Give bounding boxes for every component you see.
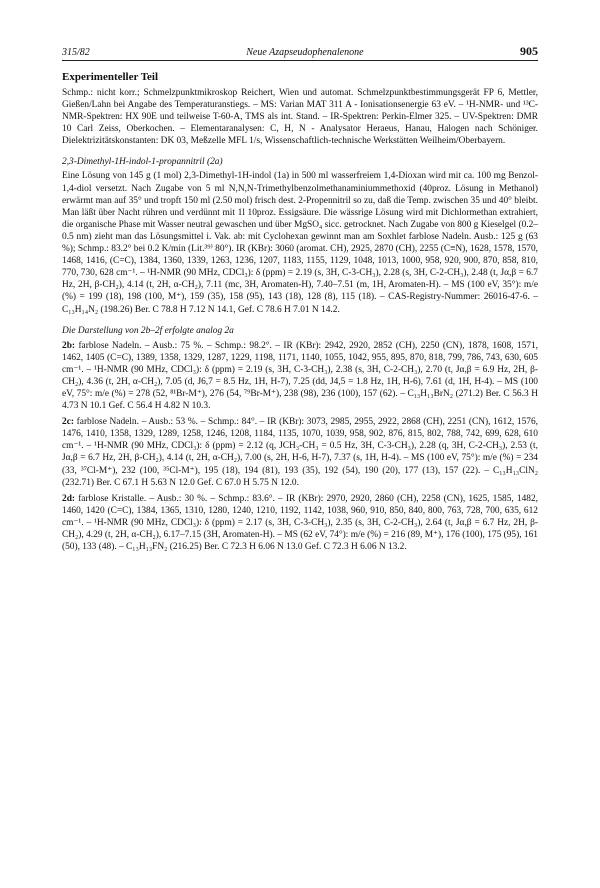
entry-2d bbox=[62, 493, 538, 553]
page-number: 905 bbox=[519, 44, 538, 58]
entry-text: farblose Kristalle. – Ausb.: 30 %. – Schmp.: 83.6°. – IR (KBr): 2970, 2920, 2860 (CH), 2258 (CN), 1625, 1585, 1482, 1460, 1420 (C=C), 1384, 1365, 1310, 1280, 1240, 1210, 1192, 1142, 1038, 960, 910, 850, 840, 800, 763, 728, 700, 635, 612 cm⁻¹. – ¹H-NMR (90 MHz, CDCl₃): δ (ppm) = 2.17 (s, 3H, C-3-CH₃), 2.35 (s, 3H, C-2-CH₃), 2.64 (t, Jα,β = 6.7 Hz, 2H, β-CH₂), 4.29 (t, 2H, α-CH₂), 6.17–7.15 (3H, Aromaten-H). – MS (62 eV, 74°): m/e (%) = 216 (89, M⁺), 176 (100), 175 (95), 161 (50), 133 (48). – C₁₃H₁₃FN₂ (216.25) Ber. C 72.3 H 6.06 N 13.0 Gef. C 72.3 H 6.06 N 13.2. bbox=[62, 493, 538, 553]
running-header bbox=[62, 44, 538, 58]
journal-ref: 315/82 bbox=[62, 47, 90, 58]
header-rule bbox=[62, 60, 538, 61]
running-title: Neue Azapseudophenalenone bbox=[246, 47, 364, 58]
compound-2a-procedure: Eine Lösung von 145 g (1 mol) 2,3-Dimethyl-1H-indol (1a) in 500 ml wasserfreiem 1,4-Dioxan wird mit ca. 100 mg Benzol-1,4-diol versetzt. Nach Zugabe von 5 ml N,N,N-Trimethylbenzolmethanaminiummethoxid (40proz. Lösung in Methanol) erwärmt man auf 35° und tropft 150 ml (2.50 mol) frisch dest. 2-Propennitril so zu, daß die Temp. zwischen 35 und 40° bleibt. Man läßt über Nacht rühren und verdünnt mit 1l 10proz. Essigsäure. Die wässrige Lösung wird mit Dichlormethan extrahiert, die organische Phase mit Wasser neutral gewaschen und über MgSO₄ sicc. getrocknet. Nach Zugabe von 800 g Kieselgel (0.2–0.5 nm) zieht man das Lösungsmittel i. Vak. ab: mit Cyclohexan gewinnt man am Soxhlet farblose Nadeln. Ausb.: 125 g (63 %); Schmp.: 83.2° bei 0.2 K/min (Lit.³⁹⁾ 80°). IR (KBr): 3060 (aromat. CH), 2925, 2870 (CH), 2255 (C≡N), 1628, 1578, 1570, 1468, 1416, (C=C), 1384, 1360, 1339, 1263, 1236, 1207, 1183, 1155, 1129, 1048, 1013, 1000, 958, 920, 900, 870, 858, 810, 770, 730, 628 cm⁻¹. – ¹H-NMR (90 MHz, CDCl₃): δ (ppm) = 2.19 (s, 3H, C-3-CH₃), 2.28 (s, 3H, C-2-CH₃), 2.48 (t, Jα,β = 6.7 Hz, 2H, β-CH₂), 4.14 (t, 2H, α-CH₂), 7.11 (mc, 3H, Aromaten-H), 7.40–7.51 (m, 1H, Aromaten-H). – MS (100 eV, 35°): m/e (%) = 199 (18), 198 (100, M⁺), 159 (35), 158 (95), 143 (18), 128 (8), 115 (18). – CAS-Registry-Nummer: 26016-47-6. – C₁₃H₁₄N₂ (198.26) Ber. C 78.8 H 7.12 N 14.1, Gef. C 78.6 H 7.01 N 14.2. bbox=[62, 171, 538, 315]
general-methods-paragraph: Schmp.: nicht korr.; Schmelzpunktmikroskop Reichert, Wien und automat. Schmelzpunktbestimmungsgerät FP 6, Mettler, Gießen/Lahn bei Angabe des Temperaturanstiegs. – MS: Varian MAT 311 A - Ionisationsenergie 63 eV. – ¹H-NMR- und ¹³C-NMR-Spektren: HX 90E und teilweise T-60-A, TMS als int. Stand. – IR-Spektren: Perkin-Elmer 325. – UV-Spektren: DMR 10 Carl Zeiss, Oberkochen. – Elementaranalysen: C, H, N - Analysator Heraeus, Hanau, Halogen nach Schöniger. Dielektrizitätskonstanten: DK 03, Meßzelle MFL 1/s, Wissenschaftlich-technische Werkstätten Weilheim/Oberbayern. bbox=[62, 88, 538, 147]
entry-label: 2c: bbox=[62, 417, 74, 428]
analog-heading: Die Darstellung von 2b–2f erfolgte analog 2a bbox=[62, 325, 234, 336]
compound-2a-title: 2,3-Dimethyl-1H-indol-1-propannitril (2a) bbox=[62, 157, 223, 168]
entry-label: 2b: bbox=[62, 340, 76, 351]
entry-2b bbox=[62, 340, 538, 413]
entry-text: farblose Nadeln. – Ausb.: 75 %. – Schmp.: 98.2°. – IR (KBr): 2942, 2920, 2852 (CH), 2250 (CN), 1878, 1608, 1571, 1462, 1405 (C=C), 1389, 1358, 1329, 1287, 1229, 1198, 1171, 1140, 1055, 1042, 955, 895, 870, 818, 799, 786, 743, 630, 605 cm⁻¹. – ¹H-NMR (90 MHz, CDCl₃): δ (ppm) = 2.19 (s, 3H, C-3-CH₃), 2.38 (s, 3H, C-2-CH₃), 2.70 (t, Jα,β = 6.9 Hz, 2H, β-CH₂), 4.36 (t, 2H, α-CH₂), 7.05 (d, J6,7 = 8.5 Hz, 1H, H-7), 7.25 (dd, J4,5 = 1.8 Hz, 1H, H-6), 7.61 (d, 1H, H-4). – MS (100 eV, 75°: m/e (%) = 278 (52, ⁸¹Br-M⁺), 276 (54, ⁷⁹Br-M⁺), 238 (98), 236 (100), 157 (62). – C₁₃H₁₃BrN₂ (271.2) Ber. C 56.3 H 4.73 N 10.1 Gef. C 56.4 H 4.82 N 10.3. bbox=[62, 340, 538, 412]
page bbox=[62, 44, 538, 553]
entry-label: 2d: bbox=[62, 493, 76, 504]
section-title: Experimenteller Teil bbox=[62, 71, 159, 83]
entry-2c bbox=[62, 416, 538, 489]
entry-text: farblose Nadeln. – Ausb.: 53 %. – Schmp.: 84°. – IR (KBr): 3073, 2985, 2955, 2922, 2868 (CH), 2251 (CN), 1612, 1576, 1476, 1410, 1358, 1329, 1289, 1258, 1246, 1208, 1184, 1135, 1070, 1039, 958, 902, 876, 815, 802, 788, 742, 699, 628, 610 cm⁻¹. – ¹H-NMR (90 MHz, CDCl₃): δ (ppm) = 2.12 (q, JCH₃-CH₃ = 0.5 Hz, 3H, C-3-CH₃), 2.28 (q, 3H, C-2-CH₃), 2.53 (t, Jα,β = 6.7 Hz, 2H, β-CH₂), 4.14 (t, 2H, α-CH₂), 7.00 (s, 2H, H-6, H-7), 7.37 (s, 1H, H-4). – MS (100 eV, 75°): m/e (%) = 234 (33, ³⁷Cl-M⁺), 232 (100, ³⁵Cl-M⁺), 195 (18), 194 (81), 193 (35), 192 (54), 190 (20), 177 (13), 157 (22). – C₁₃H₁₃ClN₂ (232.71) Ber. C 67.1 H 5.63 N 12.0 Gef. C 67.0 H 5.75 N 12.0. bbox=[62, 417, 539, 488]
